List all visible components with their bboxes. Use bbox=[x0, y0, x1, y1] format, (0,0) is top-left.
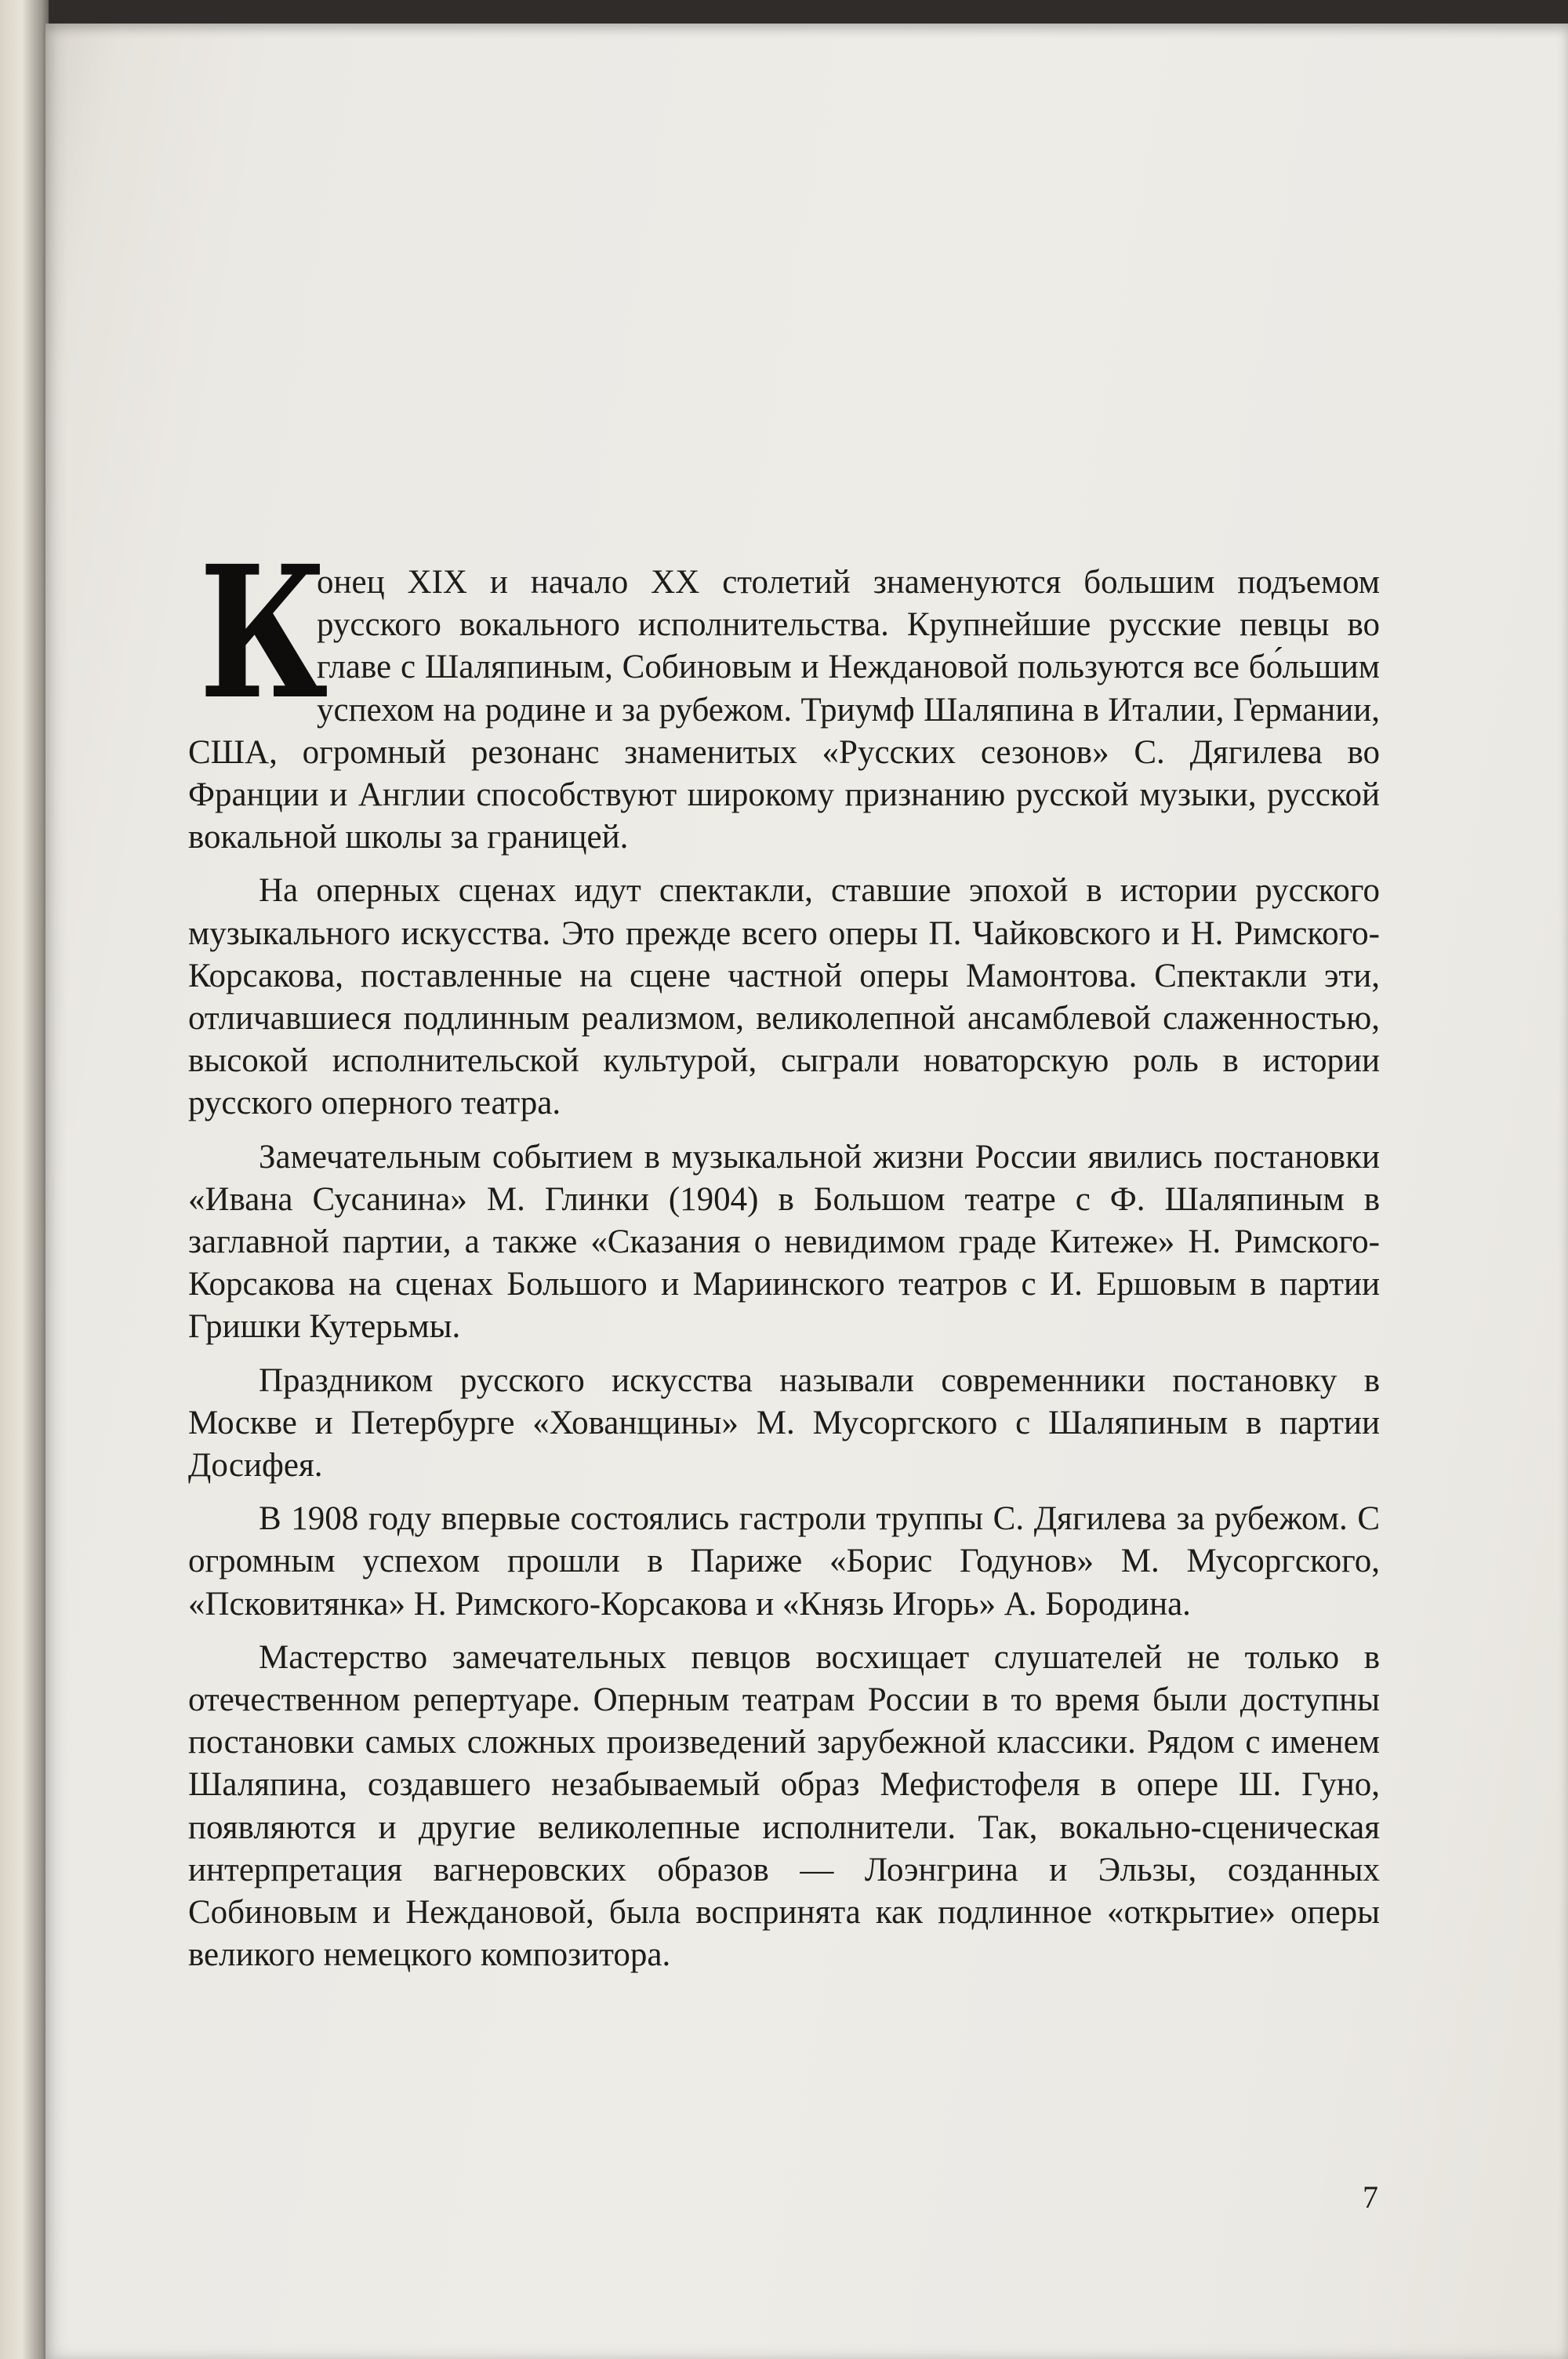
paragraph-3: Замечательным событием в музыкальной жизни России явились постановки «Ивана Сусанина» М. Глинки (1904) в Большом театре с Ф. Шаляпиным в заглавной партии, а также «Сказания о невидимом граде Китеже» Н. Римского-Корсакова на сценах Большого и Мариинского театров с И. Ершовым в партии Гришки Кутерьмы. bbox=[188, 1138, 1380, 1346]
drop-cap-letter: К bbox=[199, 525, 328, 740]
paragraph-1 bbox=[188, 525, 1380, 859]
paragraph-6: Мастерство замечательных певцов восхищает слушателей не только в отечественном репертуаре. Оперным театрам России в то время были доступны постановки самых сложных произведений зарубежной классики. Рядом с именем Шаляпина, создавшего незабываемый образ Мефистофеля в опере Ш. Гуно, появляются и другие великолепные исполнители. Так, вокально-сценическая интерпретация вагнеровских образов — Лоэнгрина и Эльзы, созданных Собиновым и Неждановой, была воспринята как подлинное «открытие» оперы великого немецкого композитора. bbox=[188, 1638, 1380, 1974]
previous-page-edge bbox=[0, 0, 49, 2359]
body-text bbox=[188, 525, 1380, 1988]
page-number: 7 bbox=[1363, 2179, 1378, 2215]
paragraph-1-text: онец XIX и начало XX столетий знаменуются большим подъемом русского вокального исполнительства. Крупнейшие русские певцы во главе с Шаляпиным, Собиновым и Неждановой пользуются все бо́льшим успехом на родине и за рубежом. Триумф Шаляпина в Италии, Германии, США, огромный резонанс знаменитых «Русских сезонов» С. Дягилева во Франции и Англии способствуют широкому признанию русской музыки, русской вокальной школы за границей. bbox=[188, 564, 1380, 856]
paragraph-4: Праздником русского искусства называли современники постановку в Москве и Петербурге «Хованщины» М. Мусоргского с Шаляпиным в партии Досифея. bbox=[188, 1361, 1380, 1485]
paragraph-5: В 1908 году впервые состоялись гастроли труппы С. Дягилева за рубежом. С огромным успехом прошли в Париже «Борис Годунов» М. Мусоргского, «Псковитянка» Н. Римского-Корсакова и «Князь Игорь» А. Бородина. bbox=[188, 1500, 1380, 1623]
paragraph-2: На оперных сценах идут спектакли, ставшие эпохой в истории русского музыкального искусства. Это прежде всего оперы П. Чайковского и Н. Римского-Корсакова, поставленные на сцене частной оперы Мамонтова. Спектакли эти, отличавшиеся подлинным реализмом, великолепной ансамблевой слаженностью, высокой исполнительской культурой, сыграли новаторскую роль в истории русского оперного театра. bbox=[188, 872, 1380, 1122]
